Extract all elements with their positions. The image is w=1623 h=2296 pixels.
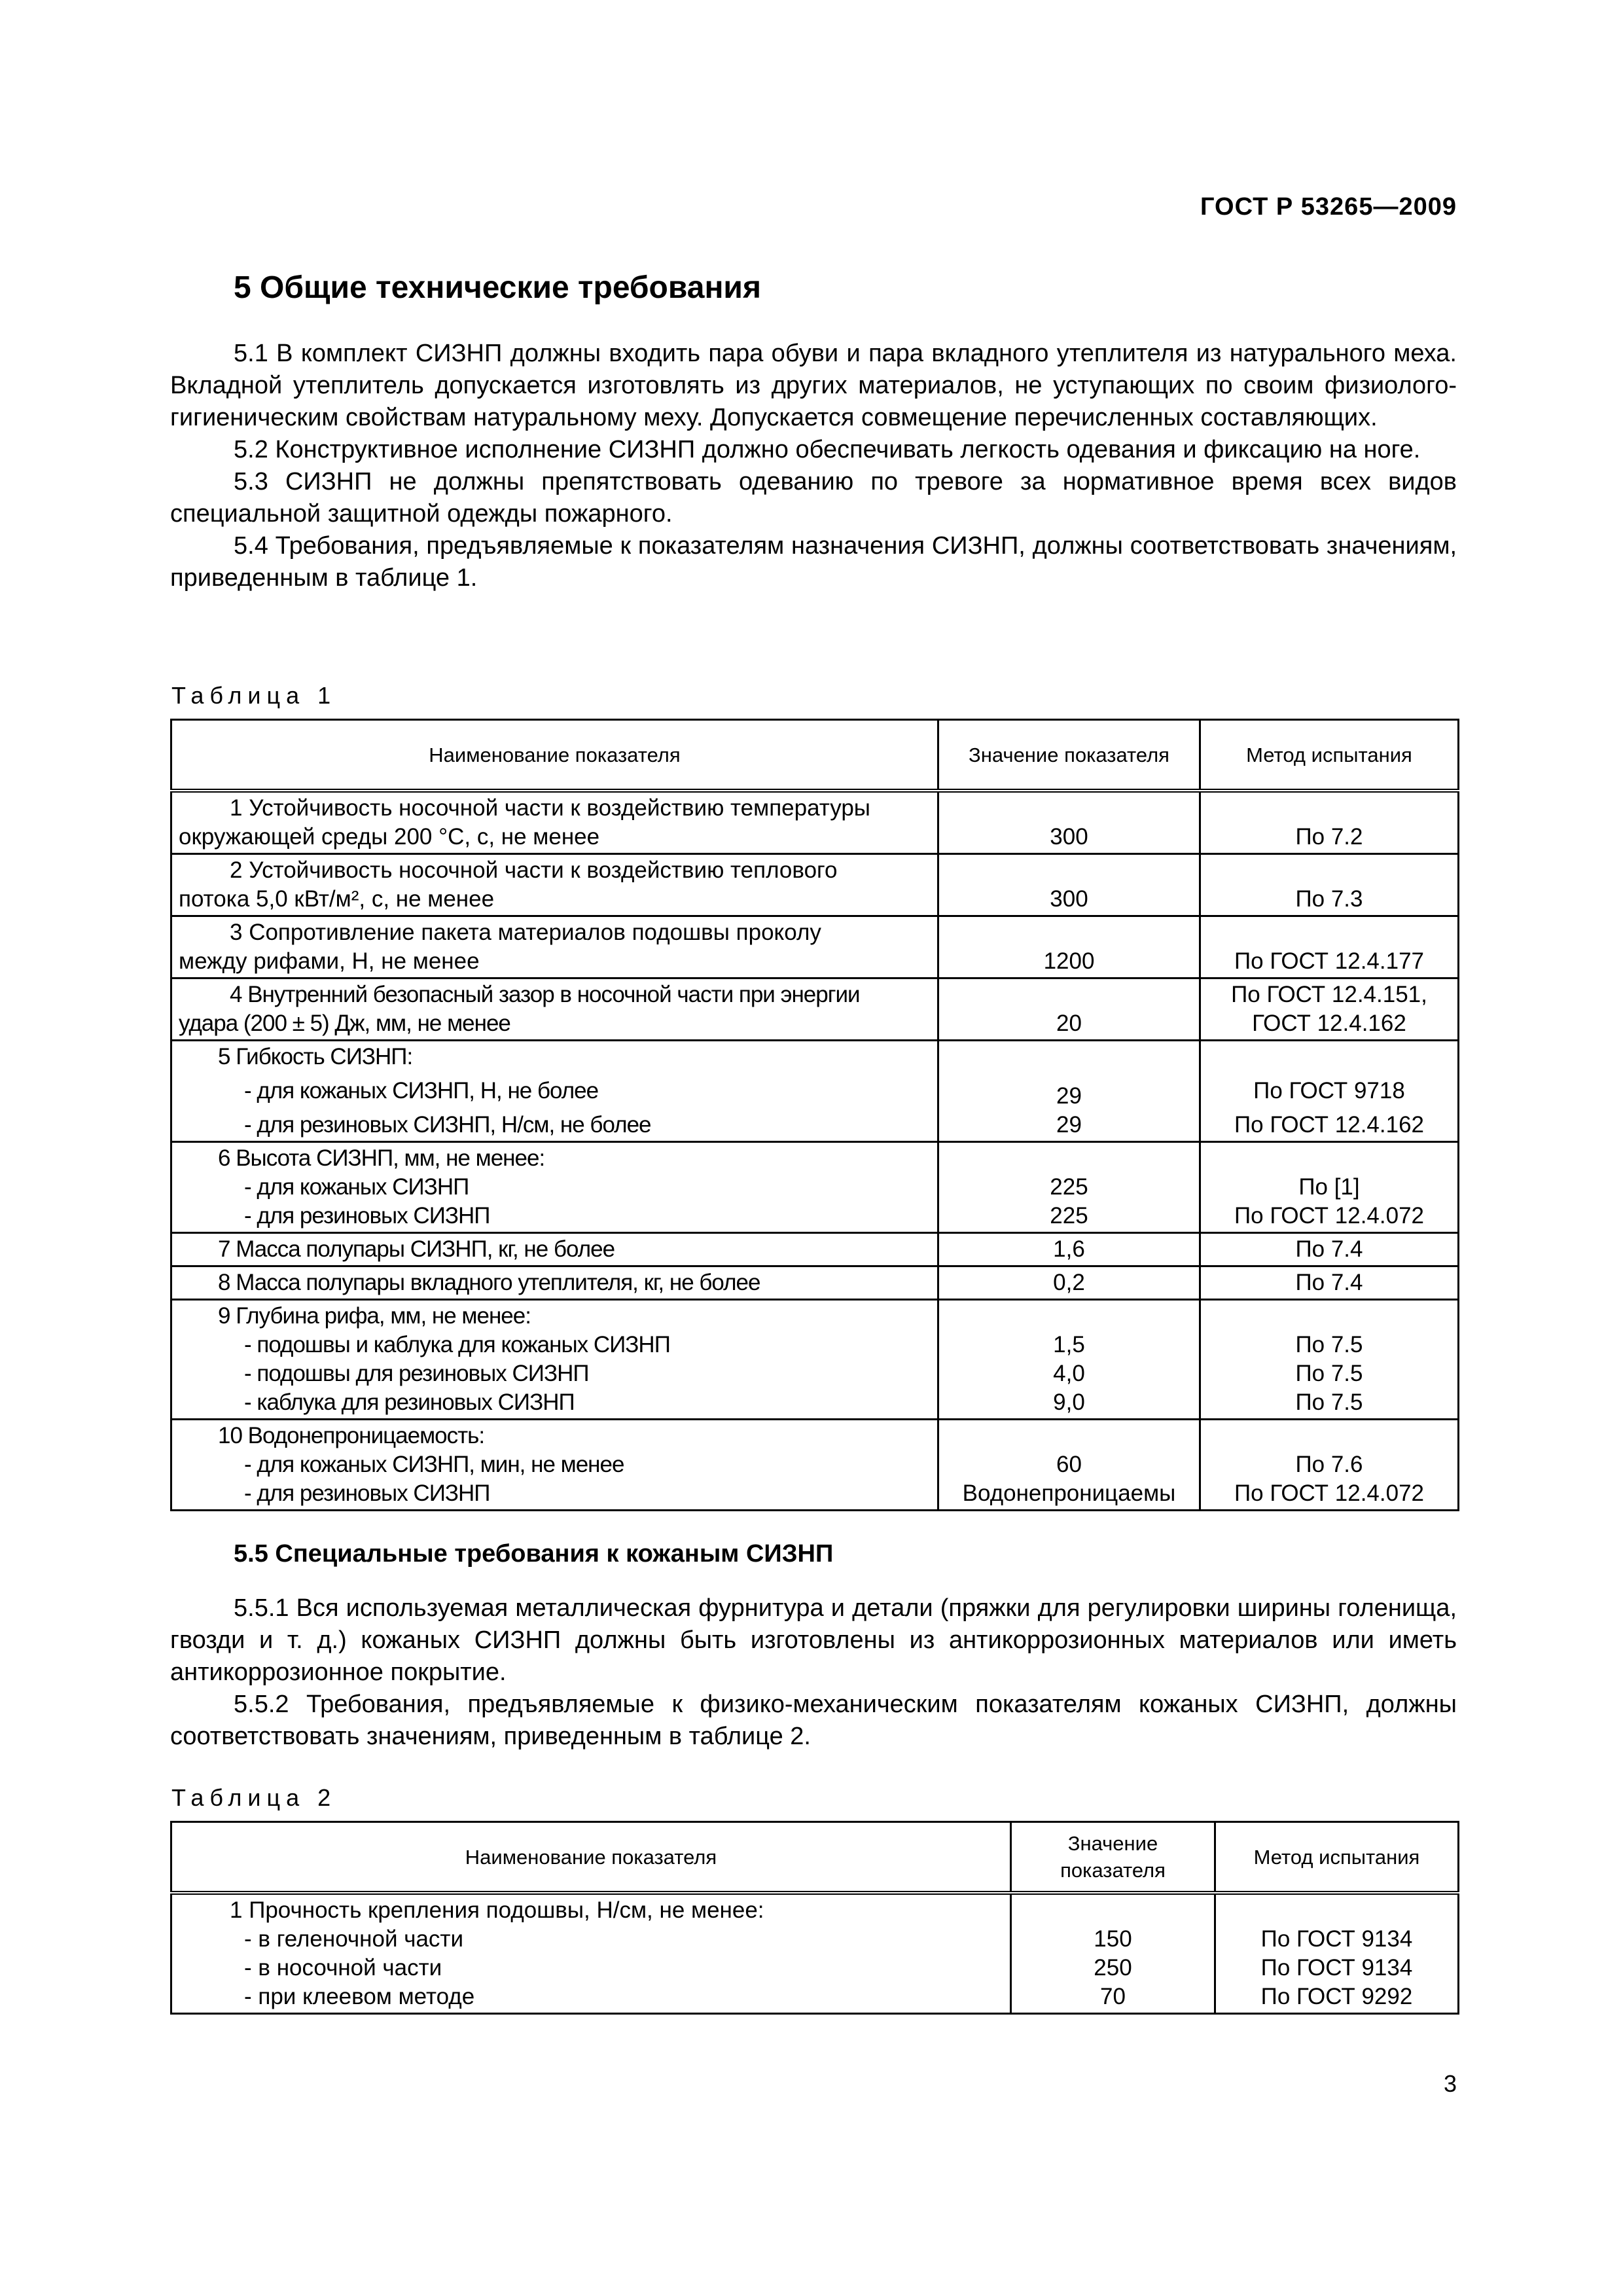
table-cell-value: 1,6 <box>938 1233 1200 1266</box>
section-title: 5 Общие технические требования <box>234 270 761 305</box>
paragraph-5-4: 5.4 Требования, предъявляемые к показателям назначения СИЗНП, должны соответствовать значениям, приведенным в таблице 1. <box>170 532 1457 592</box>
table-cell-method: По 7.6 По ГОСТ 12.4.072 <box>1200 1420 1459 1511</box>
table-cell-name: 4 Внутренний безопасный зазор в носочной части при энергии удара (200 ± 5) Дж, мм, не менее <box>171 978 938 1041</box>
table-row <box>171 1420 1459 1511</box>
table-cell-value: 20 <box>938 978 1200 1041</box>
section-paragraphs <box>170 338 1457 594</box>
table-cell-method: По ГОСТ 9718 По ГОСТ 12.4.162 <box>1200 1041 1459 1142</box>
table-cell-value: 60 Водонепроницаемы <box>938 1420 1200 1511</box>
table-cell-value: 29 29 <box>938 1041 1200 1142</box>
table-cell-method: По 7.3 <box>1200 854 1459 916</box>
table-cell-method: По 7.2 <box>1200 791 1459 854</box>
paragraph-5-5-2: 5.5.2 Требования, предъявляемые к физико-механическим показателям кожаных СИЗНП, должны соответствовать значениям, приведенным в таблице 2. <box>170 1691 1457 1750</box>
table-cell-name: 6 Высота СИЗНП, мм, не менее: - для кожаных СИЗНП - для резиновых СИЗНП <box>171 1142 938 1233</box>
table-cell-name: 8 Масса полупары вкладного утеплителя, кг, не более <box>171 1266 938 1300</box>
table-cell-method: По [1] По ГОСТ 12.4.072 <box>1200 1142 1459 1233</box>
table-cell-name: 10 Водонепроницаемость: - для кожаных СИЗНП, мин, не менее - для резиновых СИЗНП <box>171 1420 938 1511</box>
paragraph-5-2: 5.2 Конструктивное исполнение СИЗНП должно обеспечивать легкость одевания и фиксацию на ноге. <box>234 436 1421 463</box>
table-2-header-method: Метод испытания <box>1215 1822 1459 1893</box>
table-2 <box>170 1821 1459 2015</box>
table-2-header-value: Значение показателя <box>1011 1822 1215 1893</box>
table-cell-name: 2 Устойчивость носочной части к воздействию теплового потока 5,0 кВт/м², с, не менее <box>171 854 938 916</box>
table-1-header-value: Значение показателя <box>938 720 1200 791</box>
table-cell-name: 7 Масса полупары СИЗНП, кг, не более <box>171 1233 938 1266</box>
table-cell-value: 300 <box>938 854 1200 916</box>
paragraph-5-1: 5.1 В комплект СИЗНП должны входить пара обуви и пара вкладного утеплителя из натурального меха. Вкладной утеплитель допускается изготовлять из других материалов, не уступающих по своим физиолого-гигиеническим свойствам натуральному меху. Допускается совмещение перечисленных составляющих. <box>170 340 1457 431</box>
table-row <box>171 978 1459 1041</box>
table-cell-value: 0,2 <box>938 1266 1200 1300</box>
table-2-caption: Таблица 2 <box>171 1784 337 1811</box>
table-1-header-method: Метод испытания <box>1200 720 1459 791</box>
table-2-header-row <box>171 1822 1459 1893</box>
table-cell-value: 150 250 70 <box>1011 1893 1215 2014</box>
table-row <box>171 1041 1459 1142</box>
table-row <box>171 854 1459 916</box>
document-code: ГОСТ Р 53265—2009 <box>1200 193 1457 221</box>
table-cell-method: По ГОСТ 12.4.177 <box>1200 916 1459 978</box>
table-cell-name: 3 Сопротивление пакета материалов подошвы проколу между рифами, Н, не менее <box>171 916 938 978</box>
subsection-paragraphs <box>170 1592 1457 1753</box>
table-cell-value: 300 <box>938 791 1200 854</box>
table-row <box>171 791 1459 854</box>
table-cell-method: По ГОСТ 9134 По ГОСТ 9134 По ГОСТ 9292 <box>1215 1893 1459 2014</box>
table-row <box>171 1233 1459 1266</box>
table-cell-value: 1,5 4,0 9,0 <box>938 1300 1200 1420</box>
table-cell-name: 9 Глубина рифа, мм, не менее: - подошвы и каблука для кожаных СИЗНП - подошвы для резиновых СИЗНП - каблука для резиновых СИЗНП <box>171 1300 938 1420</box>
table-cell-name: 1 Устойчивость носочной части к воздействию температуры окружающей среды 200 °С, с, не менее <box>171 791 938 854</box>
table-cell-method: По 7.4 <box>1200 1233 1459 1266</box>
table-cell-method: По ГОСТ 12.4.151, ГОСТ 12.4.162 <box>1200 978 1459 1041</box>
subsection-title: 5.5 Специальные требования к кожаным СИЗНП <box>234 1540 834 1568</box>
table-row <box>171 1300 1459 1420</box>
table-2-header-name: Наименование показателя <box>171 1822 1011 1893</box>
table-1 <box>170 719 1459 1511</box>
table-cell-method: По 7.5 По 7.5 По 7.5 <box>1200 1300 1459 1420</box>
table-row <box>171 1893 1459 2014</box>
table-cell-name: 5 Гибкость СИЗНП: - для кожаных СИЗНП, Н, не более - для резиновых СИЗНП, Н/см, не более <box>171 1041 938 1142</box>
paragraph-5-5-1: 5.5.1 Вся используемая металлическая фурнитура и детали (пряжки для регулировки ширины голенища, гвозди и т. д.) кожаных СИЗНП должны быть изготовлены из антикоррозионных материалов или иметь антикоррозионное покрытие. <box>170 1594 1457 1686</box>
table-cell-value: 1200 <box>938 916 1200 978</box>
table-row <box>171 916 1459 978</box>
page-number: 3 <box>1443 2070 1457 2097</box>
table-1-header-row <box>171 720 1459 791</box>
paragraph-5-3: 5.3 СИЗНП не должны препятствовать одеванию по тревоге за нормативное время всех видов специальной защитной одежды пожарного. <box>170 468 1457 528</box>
table-cell-method: По 7.4 <box>1200 1266 1459 1300</box>
table-cell-name: 1 Прочность крепления подошвы, Н/см, не менее: - в геленочной части - в носочной части - при клеевом методе <box>171 1893 1011 2014</box>
table-cell-value: 225 225 <box>938 1142 1200 1233</box>
table-1-header-name: Наименование показателя <box>171 720 938 791</box>
table-row <box>171 1142 1459 1233</box>
table-1-caption: Таблица 1 <box>171 682 337 709</box>
table-row <box>171 1266 1459 1300</box>
